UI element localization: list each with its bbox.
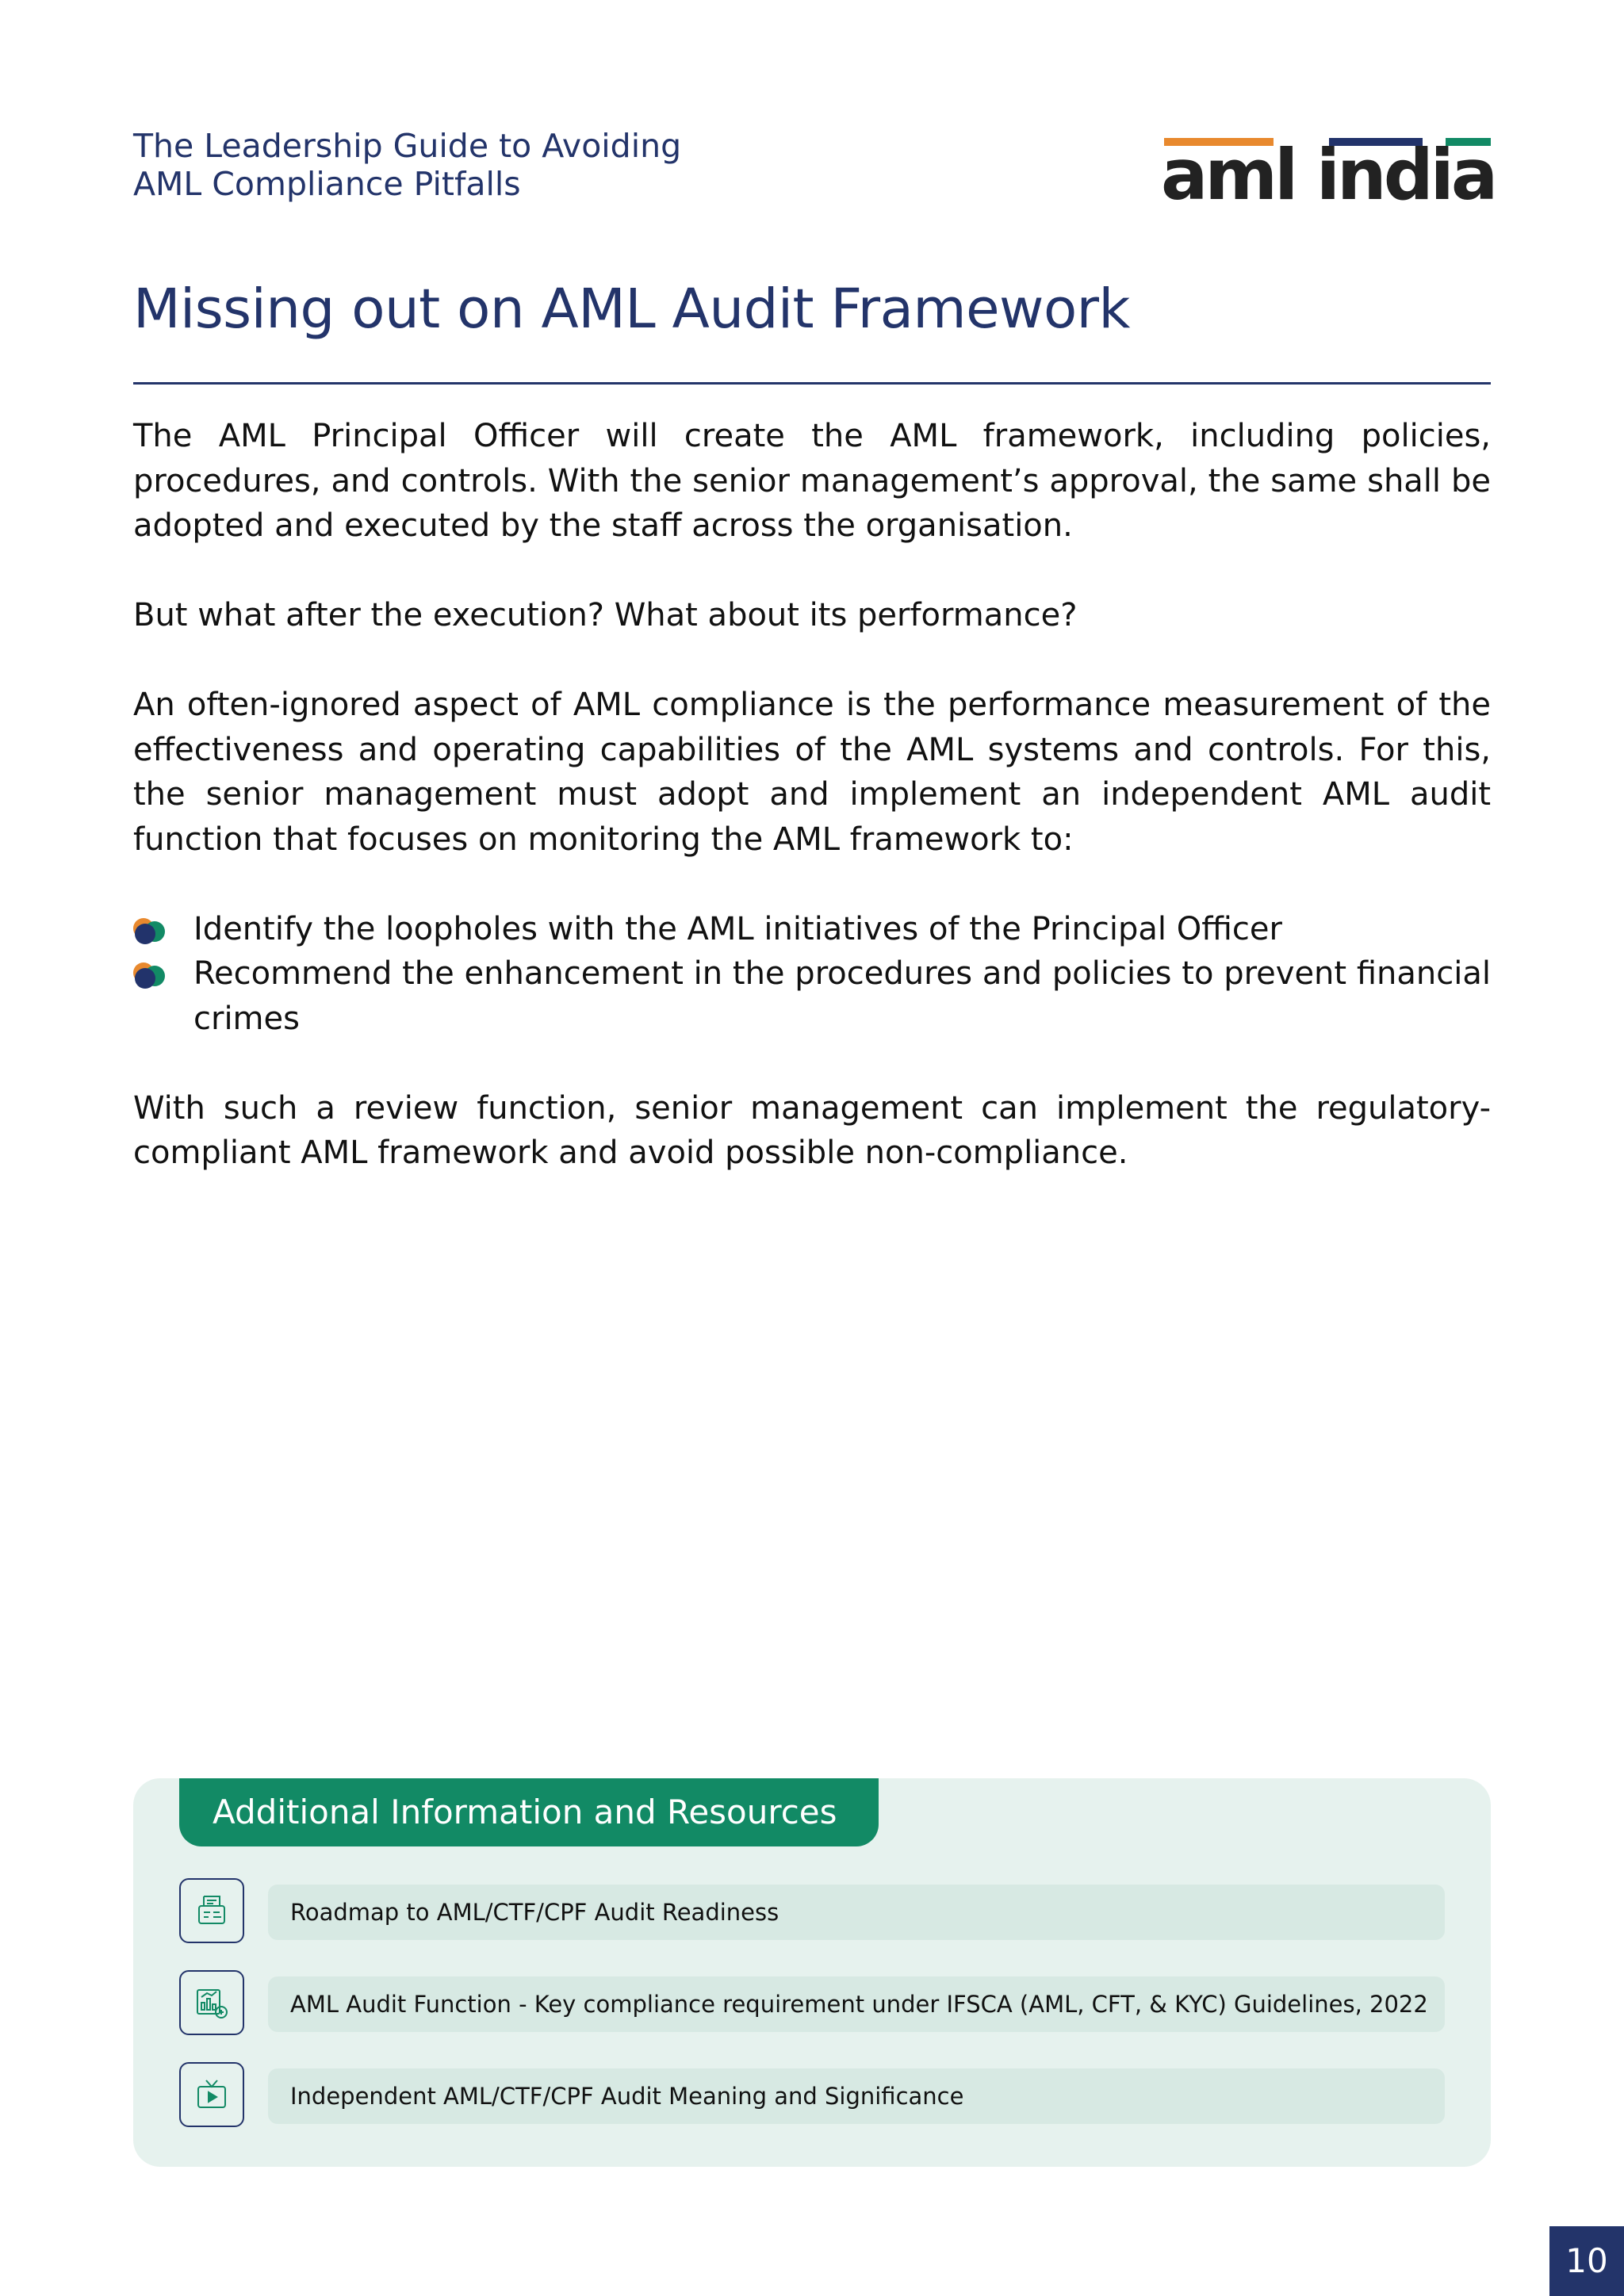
- report-chart-icon[interactable]: [179, 1970, 244, 2035]
- document-header: [133, 127, 1496, 216]
- resource-link[interactable]: Independent AML/CTF/CPF Audit Meaning and Significance: [268, 2068, 1445, 2124]
- paragraph-intro: The AML Principal Officer will create the AML framework, including policies, procedures, and controls. With the senior management’s approval, the same shall be adopted and executed by the staff across the organisation.: [133, 418, 1491, 544]
- bullet-list: [133, 907, 1491, 1042]
- body-content: [133, 414, 1491, 1220]
- list-item-text: Recommend the enhancement in the procedures and policies to prevent financial crimes: [193, 955, 1491, 1037]
- page-title: Missing out on AML Audit Framework: [133, 277, 1131, 341]
- guide-title: [133, 127, 847, 203]
- bullet-dots-icon: [133, 962, 167, 988]
- video-play-icon[interactable]: [179, 2062, 244, 2127]
- page-number: 10: [1549, 2226, 1624, 2296]
- paragraph-question: But what after the execution? What about its performance?: [133, 597, 1078, 633]
- resource-link[interactable]: AML Audit Function - Key compliance requirement under IFSCA (AML, CFT, & KYC) Guidelines, 2022: [268, 1976, 1445, 2032]
- paragraph-audit: An often-ignored aspect of AML compliance is the performance measurement of the effectiveness and operating capabilities of the AML systems and controls. For this, the senior management must adopt and implement an independent AML audit function that focuses on monitoring the AML framework to:: [133, 687, 1491, 858]
- resource-item-independent-audit[interactable]: [179, 2062, 1445, 2130]
- resources-panel: [133, 1778, 1491, 2167]
- resource-item-audit-readiness[interactable]: [179, 1878, 1445, 1946]
- resources-heading: Additional Information and Resources: [179, 1778, 879, 1846]
- resource-link[interactable]: Roadmap to AML/CTF/CPF Audit Readiness: [268, 1885, 1445, 1940]
- resource-item-ifsca-guidelines[interactable]: [179, 1970, 1445, 2038]
- logo-wordmark: aml india: [1161, 134, 1496, 216]
- list-item-text: Identify the loopholes with the AML initiatives of the Principal Officer: [193, 910, 1282, 947]
- list-item: [133, 907, 1491, 952]
- aml-india-logo: [1161, 134, 1496, 216]
- guide-title-line1: The Leadership Guide to Avoiding: [133, 127, 682, 165]
- paragraph-conclusion: With such a review function, senior management can implement the regulatory-compliant AML framework and avoid possible non-compliance.: [133, 1089, 1491, 1171]
- title-divider: [133, 382, 1491, 385]
- bullet-dots-icon: [133, 918, 167, 943]
- guide-title-line2: AML Compliance Pitfalls: [133, 165, 521, 203]
- roadmap-document-icon[interactable]: [179, 1878, 244, 1943]
- list-item: [133, 951, 1491, 1041]
